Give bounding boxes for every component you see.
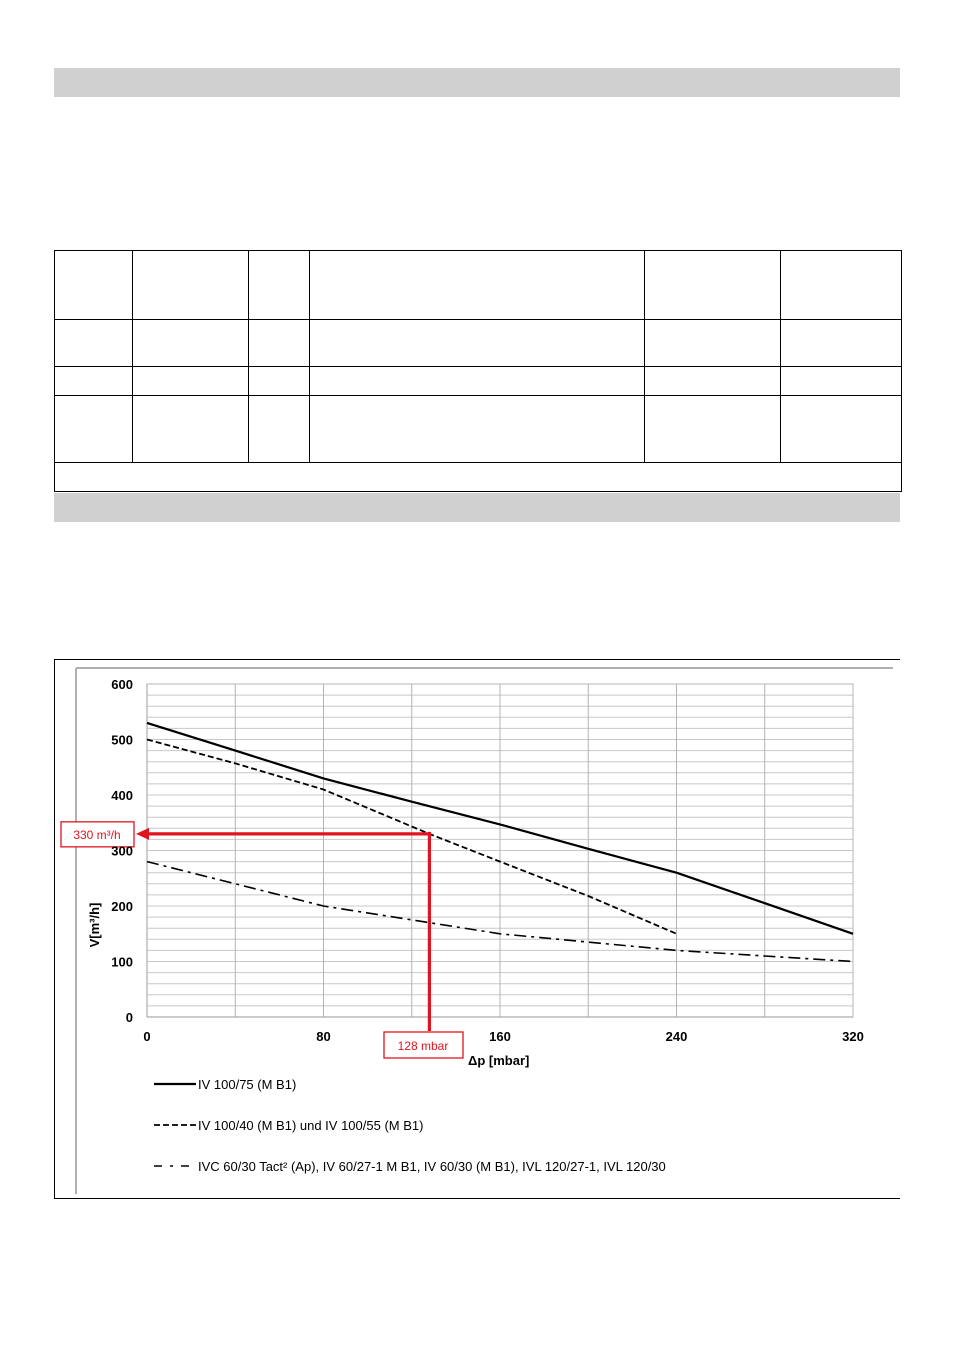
annotation-arrowhead [136,828,149,840]
x-tick-label: 160 [489,1029,511,1044]
x-axis-label: Δp [mbar] [468,1053,530,1068]
y-tick-label: 200 [111,899,133,914]
legend-label-1: IV 100/75 (M B1) [198,1077,297,1092]
y-axis-label: V[m³/h] [87,902,102,948]
x-tick-label: 0 [143,1029,151,1044]
legend-label-2: IV 100/40 (M B1) und IV 100/55 (M B1) [198,1118,424,1133]
legend [154,1077,666,1174]
y-tick-label: 600 [111,677,133,692]
x-tick-label: 320 [842,1029,864,1044]
y-tick-label: 100 [111,954,133,970]
x-tick-label: 80 [316,1029,331,1044]
y-tick-label: 0 [125,1010,133,1025]
grid [147,684,853,1017]
x-tick-label: 240 [665,1029,688,1044]
legend-label-3: IVC 60/30 Tact² (Ap), IV 60/27-1 M B1, IV 60/30 (M B1), IVL 120/27-1, IVL 120/30 [198,1159,666,1174]
y-tick-label: 300 [111,843,133,859]
annotation-y-label: 330 m³/h [73,827,121,842]
y-tick-label: 500 [111,732,133,748]
annotation-x-label: 128 mbar [397,1039,449,1053]
tick-labels [111,677,864,1044]
y-tick-label: 400 [111,788,133,803]
